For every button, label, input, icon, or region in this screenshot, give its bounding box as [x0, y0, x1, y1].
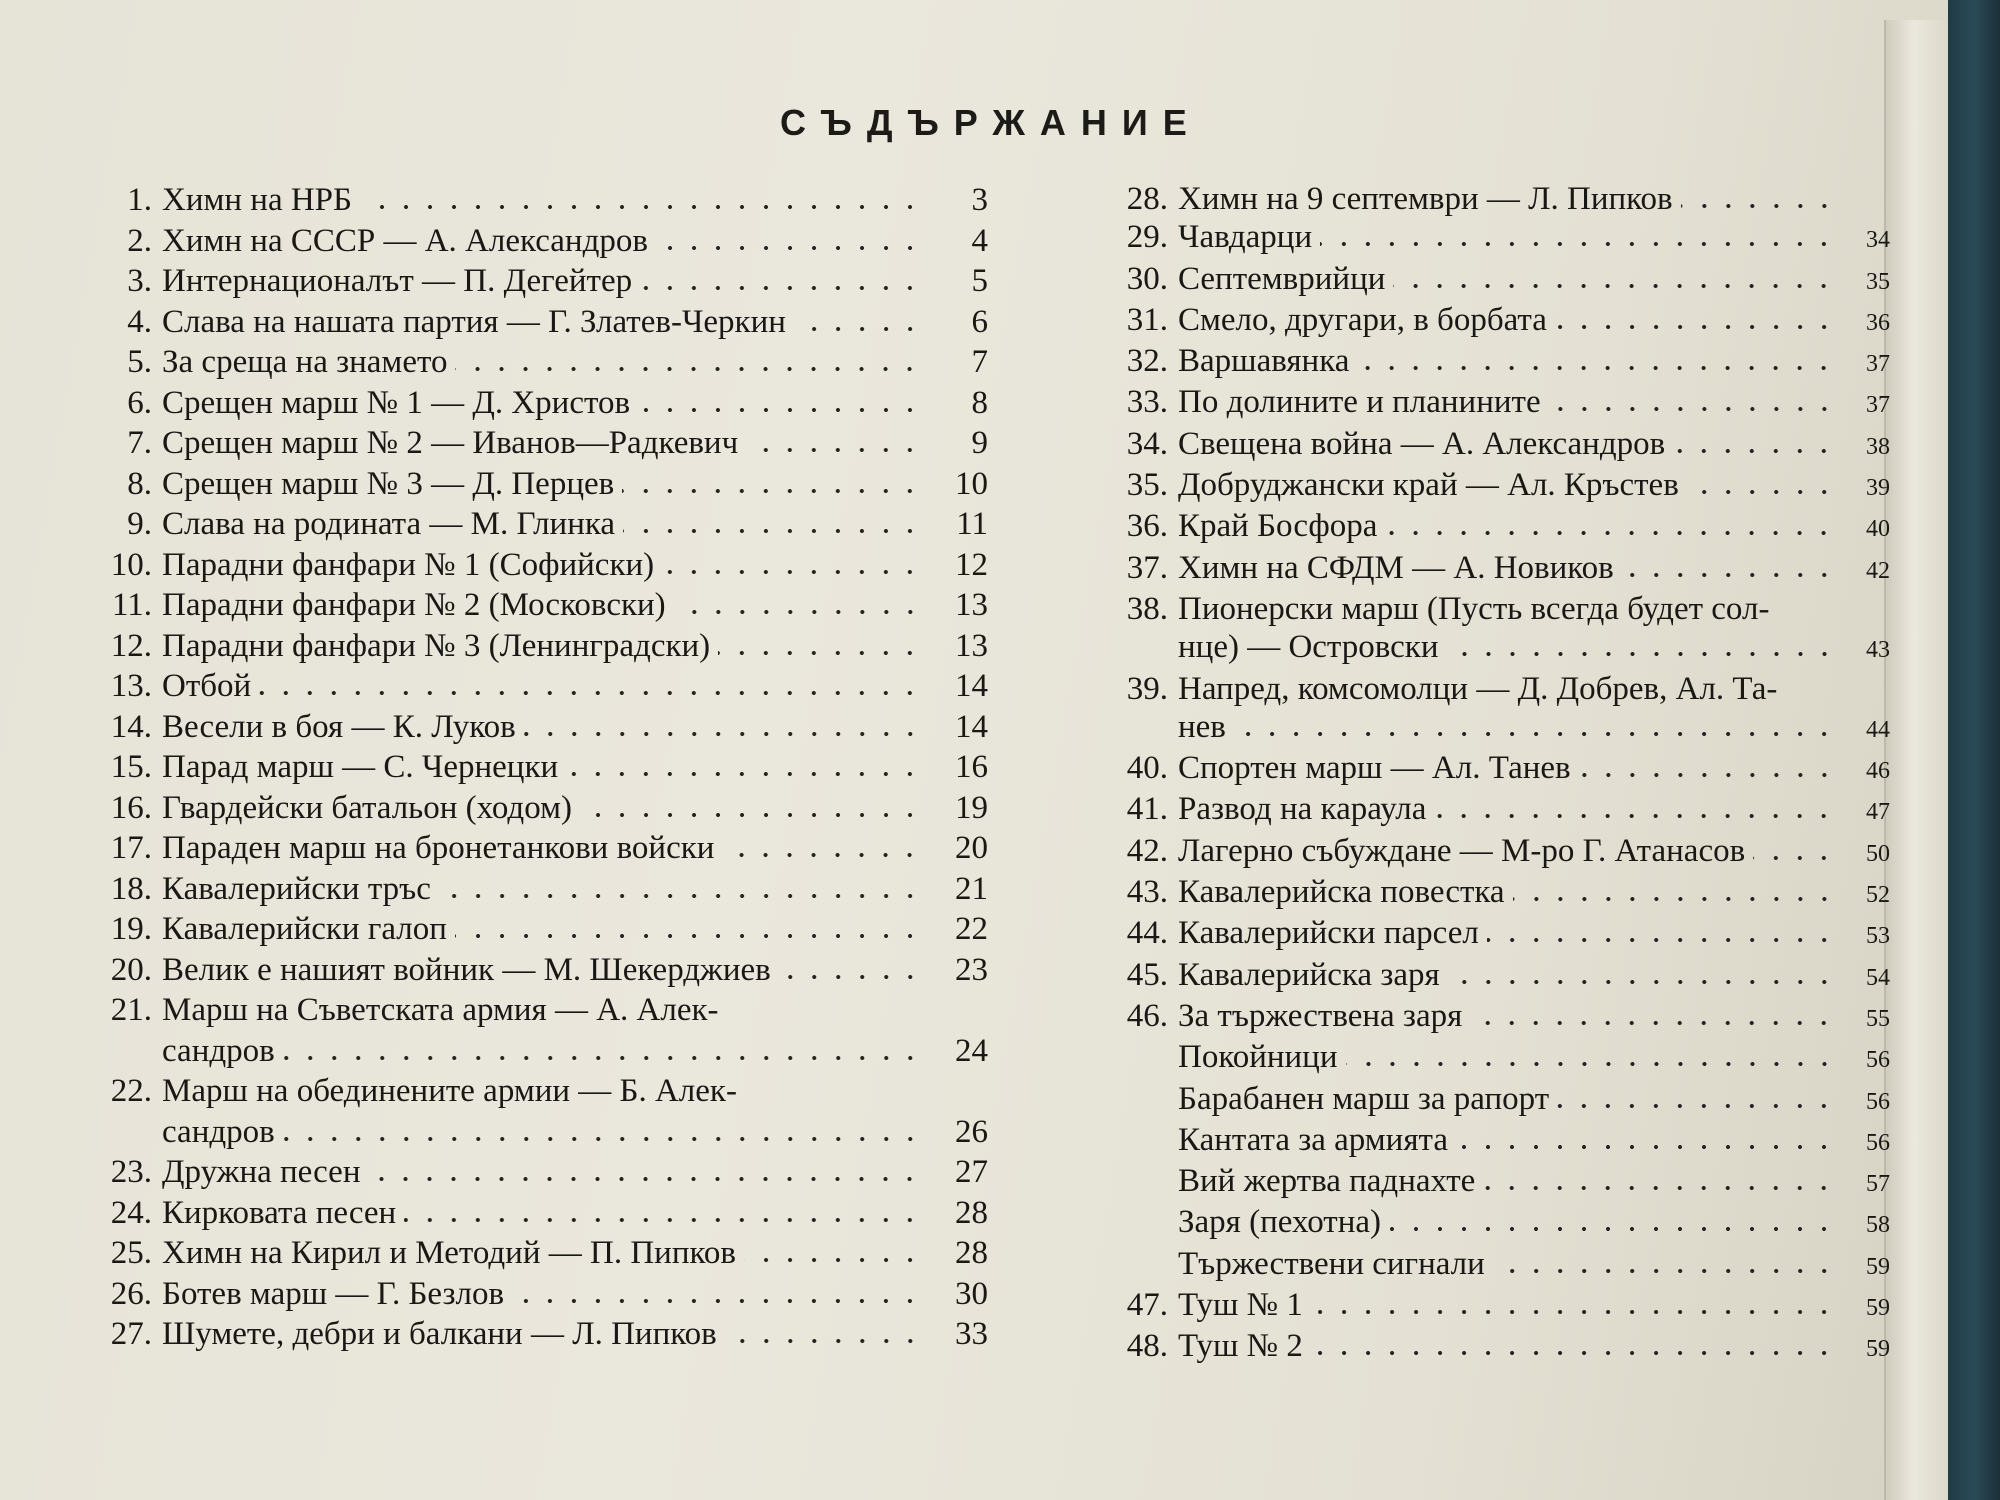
next-page-edge	[1884, 20, 1948, 1500]
entry-title: Велик е нашият войник — М. Шекерджиев	[162, 951, 771, 988]
entry-number: 12.	[110, 627, 152, 664]
leader-dots	[1513, 896, 1836, 902]
leader-dots	[1393, 283, 1836, 289]
entry-title: Кавалерийска заря	[1178, 956, 1440, 993]
toc-entry	[1090, 342, 1890, 383]
entry-page: 46	[1866, 758, 1890, 785]
leader-dots	[638, 407, 922, 413]
entry-title: Вий жертва паднахте	[1178, 1163, 1476, 1200]
entry-number: 2.	[127, 222, 152, 259]
entry-title: Лагерно събуждане — М-ро Г. Атанасов	[1178, 832, 1746, 869]
entry-number: 5.	[127, 344, 152, 380]
entry-page: 27	[955, 1154, 988, 1190]
leader-dots	[1687, 489, 1836, 495]
leader-dots	[524, 731, 922, 737]
entry-number: 43.	[1126, 874, 1168, 911]
entry-title: Химн на СФДМ — А. Новиков	[1178, 549, 1614, 586]
entry-number: 16.	[110, 789, 152, 826]
toc-entry-continuation	[58, 1031, 988, 1072]
entry-title: Марш на Съветската армия — А. Алек-	[162, 992, 719, 1028]
entry-title: Химн на НРБ	[162, 182, 352, 218]
leader-dots	[1311, 1350, 1836, 1356]
entry-number: 25.	[110, 1235, 152, 1271]
toc-entry	[58, 1274, 988, 1315]
toc-entry	[58, 869, 988, 910]
entry-title: Напред, комсомолци — Д. Добрев, Ал. Та-	[1178, 670, 1778, 707]
entry-number: 13.	[110, 668, 152, 704]
leader-dots	[1681, 203, 1836, 209]
entry-page: 21	[955, 870, 988, 907]
toc-entry	[1090, 425, 1890, 466]
toc-entry	[1090, 1245, 1890, 1286]
entry-title: Чавдарци	[1178, 219, 1313, 256]
entry-page: 56	[1866, 1088, 1890, 1115]
entry-page: 23	[955, 951, 988, 988]
leader-dots	[1557, 1103, 1836, 1109]
entry-page: 44	[1866, 716, 1890, 743]
toc-entry	[58, 585, 988, 626]
toc-entry	[58, 828, 988, 869]
toc-entry	[58, 423, 988, 464]
entry-number: 41.	[1126, 791, 1168, 828]
entry-number: 19.	[110, 911, 152, 947]
entry-number: 17.	[110, 830, 152, 866]
entry-number: 20.	[110, 951, 152, 988]
entry-title: Дружна песен	[162, 1154, 361, 1190]
leader-dots	[580, 812, 922, 818]
entry-page: 9	[971, 425, 988, 461]
entry-number: 21.	[110, 992, 152, 1028]
entry-page: 56	[1866, 1047, 1890, 1074]
toc-entry	[1090, 1162, 1890, 1203]
entry-page: 5	[971, 263, 988, 299]
toc-entry	[1090, 301, 1890, 342]
leader-dots	[283, 1055, 922, 1061]
entry-page: 59	[1866, 1295, 1890, 1322]
entry-number: 48.	[1126, 1328, 1168, 1365]
leader-dots	[623, 528, 922, 534]
entry-page: 16	[955, 749, 988, 785]
entry-page: 56	[1866, 1129, 1890, 1156]
entry-page: 14	[955, 708, 988, 745]
entry-number: 7.	[127, 425, 152, 461]
entry-title: Заря (пехотна)	[1178, 1204, 1381, 1241]
toc-entry	[1090, 956, 1890, 997]
entry-title: Химн на Кирил и Методий — П. Пипков	[162, 1235, 736, 1271]
entry-number: 46.	[1126, 997, 1168, 1034]
toc-entry	[58, 666, 988, 707]
entry-page: 59	[1866, 1253, 1890, 1280]
toc-entry	[1090, 180, 1890, 218]
toc-entry	[58, 1233, 988, 1274]
toc-entry	[1090, 466, 1890, 507]
toc-entry	[58, 545, 988, 586]
entry-page: 20	[955, 830, 988, 866]
entry-number: 24.	[110, 1194, 152, 1231]
toc-entry	[1090, 549, 1890, 590]
entry-title: Срещен марш № 1 — Д. Христов	[162, 384, 631, 421]
entry-number: 36.	[1126, 508, 1168, 545]
entry-number: 42.	[1126, 832, 1168, 869]
entry-title: Покойници	[1178, 1039, 1338, 1076]
entry-page: 22	[955, 911, 988, 947]
entry-page: 52	[1866, 882, 1890, 909]
entry-title-continuation: нце) — Островски	[1178, 629, 1439, 666]
entry-page: 10	[955, 465, 988, 502]
leader-dots	[1456, 1144, 1836, 1150]
entry-page: 4	[971, 222, 988, 259]
entry-number: 8.	[127, 465, 152, 502]
entry-number: 29.	[1126, 219, 1168, 256]
entry-title: Спортен марш — Ал. Танев	[1178, 750, 1571, 787]
toc-entry	[1090, 1203, 1890, 1244]
entry-page: 7	[971, 344, 988, 380]
leader-dots	[1385, 530, 1836, 536]
entry-title: Гвардейски батальон (ходом)	[162, 789, 572, 826]
entry-title: Пионерски марш (Пусть всегда будет сол-	[1178, 590, 1770, 627]
entry-title: Химн на 9 септември — Л. Пипков	[1178, 181, 1673, 217]
toc-entry	[1090, 1327, 1890, 1368]
toc-entry	[58, 788, 988, 829]
entry-title: Химн на СССР — А. Александров	[162, 222, 648, 259]
leader-dots	[1447, 651, 1837, 657]
entry-page: 12	[955, 546, 988, 583]
entry-number: 45.	[1126, 956, 1168, 993]
toc-right-column	[1090, 180, 1890, 1369]
entry-page: 28	[955, 1194, 988, 1231]
toc-entry-continuation	[1090, 708, 1890, 749]
entry-page: 11	[956, 506, 988, 542]
entry-title: Край Босфора	[1178, 508, 1378, 545]
toc-entry	[1090, 749, 1890, 790]
leader-dots	[1579, 772, 1836, 778]
toc-entry	[58, 464, 988, 505]
entry-title: Смело, другари, в борбата	[1178, 301, 1547, 338]
entry-title: Тържествени сигнали	[1178, 1245, 1485, 1282]
toc-entry	[1090, 914, 1890, 955]
entry-number: 4.	[127, 303, 152, 340]
entry-title: Марш на обединените армии — Б. Алек-	[162, 1073, 737, 1109]
entry-number: 27.	[110, 1316, 152, 1352]
entry-title: За среща на знамето	[162, 344, 448, 380]
entry-title-continuation: нев	[1178, 708, 1226, 745]
entry-number: 47.	[1126, 1287, 1168, 1324]
entry-title: Барабанен марш за рапорт	[1178, 1080, 1550, 1117]
entry-page: 33	[955, 1316, 988, 1352]
leader-dots	[404, 1217, 922, 1223]
leader-dots	[656, 245, 922, 251]
leader-dots	[746, 447, 922, 453]
toc-entry	[1090, 590, 1890, 628]
entry-number: 30.	[1126, 260, 1168, 297]
entry-title: Парадни фанфари № 3 (Ленинградски)	[162, 627, 711, 664]
leader-dots	[368, 1176, 922, 1182]
leader-dots	[1555, 324, 1836, 330]
entry-title: Кавалерийска повестка	[1178, 874, 1505, 911]
entry-page: 39	[1866, 475, 1890, 502]
entry-page: 24	[955, 1032, 988, 1069]
toc-entry	[58, 504, 988, 545]
leader-dots	[1311, 1309, 1836, 1315]
toc-entry	[58, 1314, 988, 1355]
toc-entry	[1090, 670, 1890, 708]
leader-dots	[283, 1136, 922, 1142]
page-title: СЪДЪРЖАНИЕ	[780, 102, 1202, 144]
leader-dots	[455, 933, 922, 939]
entry-page: 6	[971, 303, 988, 340]
entry-page: 13	[955, 587, 988, 623]
leader-dots	[439, 893, 922, 899]
toc-left-column	[58, 180, 988, 1355]
entry-number: 38.	[1126, 590, 1168, 627]
leader-dots	[1753, 855, 1836, 861]
entry-number: 11.	[111, 587, 152, 623]
entry-page: 40	[1866, 516, 1890, 543]
entry-title: Срещен марш № 3 — Д. Перцев	[162, 465, 615, 502]
toc-entry	[1090, 1286, 1890, 1327]
entry-page: 54	[1866, 964, 1890, 991]
leader-dots	[718, 650, 922, 656]
entry-number: 14.	[110, 708, 152, 745]
entry-number: 26.	[110, 1275, 152, 1312]
entry-page: 14	[955, 668, 988, 704]
entry-number: 33.	[1126, 384, 1168, 421]
entry-page: 19	[955, 789, 988, 826]
entry-page: 57	[1866, 1171, 1890, 1198]
toc-entry	[58, 180, 988, 221]
entry-number: 35.	[1126, 467, 1168, 504]
entry-title: Парадни фанфари № 2 (Московски)	[162, 587, 666, 623]
toc-entry	[58, 626, 988, 667]
entry-number: 1.	[127, 182, 152, 218]
entry-title: Парадни фанфари № 1 (Софийски)	[162, 546, 655, 583]
toc-entry	[58, 990, 988, 1031]
toc-entry	[1090, 383, 1890, 424]
toc-entry	[58, 302, 988, 343]
leader-dots	[1434, 813, 1836, 819]
toc-entry	[58, 1071, 988, 1112]
toc-entry	[1090, 1038, 1890, 1079]
leader-dots	[722, 852, 922, 858]
entry-number: 44.	[1126, 915, 1168, 952]
leader-dots	[662, 569, 922, 575]
entry-page: 28	[955, 1235, 988, 1271]
entry-page: 38	[1866, 433, 1890, 460]
leader-dots	[1549, 406, 1836, 412]
entry-page: 3	[971, 182, 988, 218]
leader-dots	[744, 1257, 922, 1263]
leader-dots	[1346, 1061, 1837, 1067]
entry-title: Туш № 2	[1178, 1328, 1303, 1365]
toc-entry	[1090, 997, 1890, 1038]
leader-dots	[360, 204, 922, 210]
entry-number: 31.	[1126, 301, 1168, 338]
entry-number: 32.	[1126, 343, 1168, 380]
entry-title: Весели в боя — К. Луков	[162, 708, 516, 745]
leader-dots	[1448, 979, 1836, 985]
entry-page: 8	[971, 384, 988, 421]
entry-title: Шумете, дебри и балкани — Л. Пипков	[162, 1316, 717, 1352]
toc-entry	[58, 1193, 988, 1234]
entry-page: 47	[1866, 799, 1890, 826]
entry-title: Парад марш — С. Чернецки	[162, 749, 559, 785]
entry-number: 15.	[110, 749, 152, 785]
entry-title: Интернационалът — П. Дегейтер	[162, 263, 633, 299]
leader-dots	[1673, 448, 1836, 454]
entry-title: Кавалерийски галоп	[162, 911, 447, 947]
entry-page: 55	[1866, 1005, 1890, 1032]
toc-entry	[58, 221, 988, 262]
entry-page: 59	[1866, 1336, 1890, 1363]
toc-entry	[58, 261, 988, 302]
toc-entry	[1090, 1121, 1890, 1162]
entry-page: 34	[1866, 227, 1890, 254]
entry-page: 58	[1866, 1212, 1890, 1239]
entry-number: 39.	[1126, 670, 1168, 707]
entry-number: 37.	[1126, 549, 1168, 586]
toc-entry	[58, 707, 988, 748]
entry-title: Слава на родината — М. Глинка	[162, 506, 616, 542]
entry-title: Септемврийци	[1178, 260, 1386, 297]
entry-title: Кирковата песен	[162, 1194, 397, 1231]
entry-number: 10.	[110, 546, 152, 583]
toc-entry	[1090, 873, 1890, 914]
entry-title: Срещен марш № 2 — Иванов—Радкевич	[162, 425, 739, 461]
entry-page: 42	[1866, 557, 1890, 584]
leader-dots	[1483, 1185, 1836, 1191]
entry-number: 9.	[127, 506, 152, 542]
toc-entry	[58, 747, 988, 788]
entry-title: Параден марш на бронетанкови войски	[162, 830, 715, 866]
entry-page: 37	[1866, 351, 1890, 378]
leader-dots	[779, 974, 922, 980]
entry-title: Ботев марш — Г. Безлов	[162, 1275, 505, 1312]
toc-entry	[1090, 1080, 1890, 1121]
leader-dots	[622, 488, 922, 494]
entry-page: 53	[1866, 923, 1890, 950]
entry-title: Добруджански край — Ал. Кръстев	[1178, 467, 1679, 504]
entry-title-continuation: сандров	[162, 1032, 275, 1069]
leader-dots	[1470, 1020, 1836, 1026]
entry-number: 34.	[1126, 425, 1168, 462]
leader-dots	[674, 609, 922, 615]
entry-title: За тържествена заря	[1178, 997, 1463, 1034]
entry-number: 18.	[110, 870, 152, 907]
entry-number: 23.	[110, 1154, 152, 1190]
toc-entry	[1090, 260, 1890, 301]
entry-title: Развод на караула	[1178, 791, 1427, 828]
leader-dots	[1487, 937, 1836, 943]
entry-number: 6.	[127, 384, 152, 421]
leader-dots	[1493, 1268, 1836, 1274]
leader-dots	[794, 326, 922, 332]
entry-page: 30	[955, 1275, 988, 1312]
entry-title: Варшавянка	[1178, 343, 1350, 380]
entry-page: 43	[1866, 637, 1890, 664]
toc-entry	[1090, 790, 1890, 831]
entry-number: 28.	[1126, 181, 1168, 217]
leader-dots	[1622, 572, 1836, 578]
entry-page: 13	[955, 627, 988, 664]
leader-dots	[259, 690, 922, 696]
entry-title: По долините и планините	[1178, 384, 1541, 421]
toc-entry	[1090, 832, 1890, 873]
entry-number: 40.	[1126, 750, 1168, 787]
entry-page: 35	[1866, 268, 1890, 295]
book-cover-edge	[1948, 0, 2000, 1500]
entry-title: Кавалерийски парсел	[1178, 915, 1479, 952]
entry-page: 37	[1866, 392, 1890, 419]
toc-entry	[58, 1152, 988, 1193]
toc-entry	[58, 383, 988, 424]
entry-page: 50	[1866, 840, 1890, 867]
entry-title-continuation: сандров	[162, 1113, 275, 1150]
entry-page: 36	[1866, 309, 1890, 336]
toc-entry	[58, 342, 988, 383]
entry-title: Кавалерийски тръс	[162, 870, 431, 907]
entry-number: 3.	[127, 263, 152, 299]
toc-entry-continuation	[1090, 628, 1890, 669]
leader-dots	[566, 771, 922, 777]
entry-title: Кантата за армията	[1178, 1121, 1448, 1158]
leader-dots	[640, 285, 922, 291]
toc-entry	[58, 950, 988, 991]
leader-dots	[455, 366, 922, 372]
leader-dots	[1234, 731, 1836, 737]
entry-title: Туш № 1	[1178, 1287, 1303, 1324]
toc-entry	[1090, 218, 1890, 259]
entry-title: Отбой	[162, 668, 252, 704]
entry-page: 26	[955, 1113, 988, 1150]
entry-title: Слава на нашата партия — Г. Златев-Черкин	[162, 303, 786, 340]
toc-entry-continuation	[58, 1112, 988, 1153]
leader-dots	[512, 1298, 922, 1304]
entry-number: 22.	[110, 1073, 152, 1109]
leader-dots	[725, 1338, 922, 1344]
toc-entry	[58, 909, 988, 950]
leader-dots	[1320, 241, 1836, 247]
entry-title: Свещена война — А. Александров	[1178, 425, 1666, 462]
leader-dots	[1357, 365, 1836, 371]
toc-entry	[1090, 507, 1890, 548]
leader-dots	[1389, 1226, 1836, 1232]
